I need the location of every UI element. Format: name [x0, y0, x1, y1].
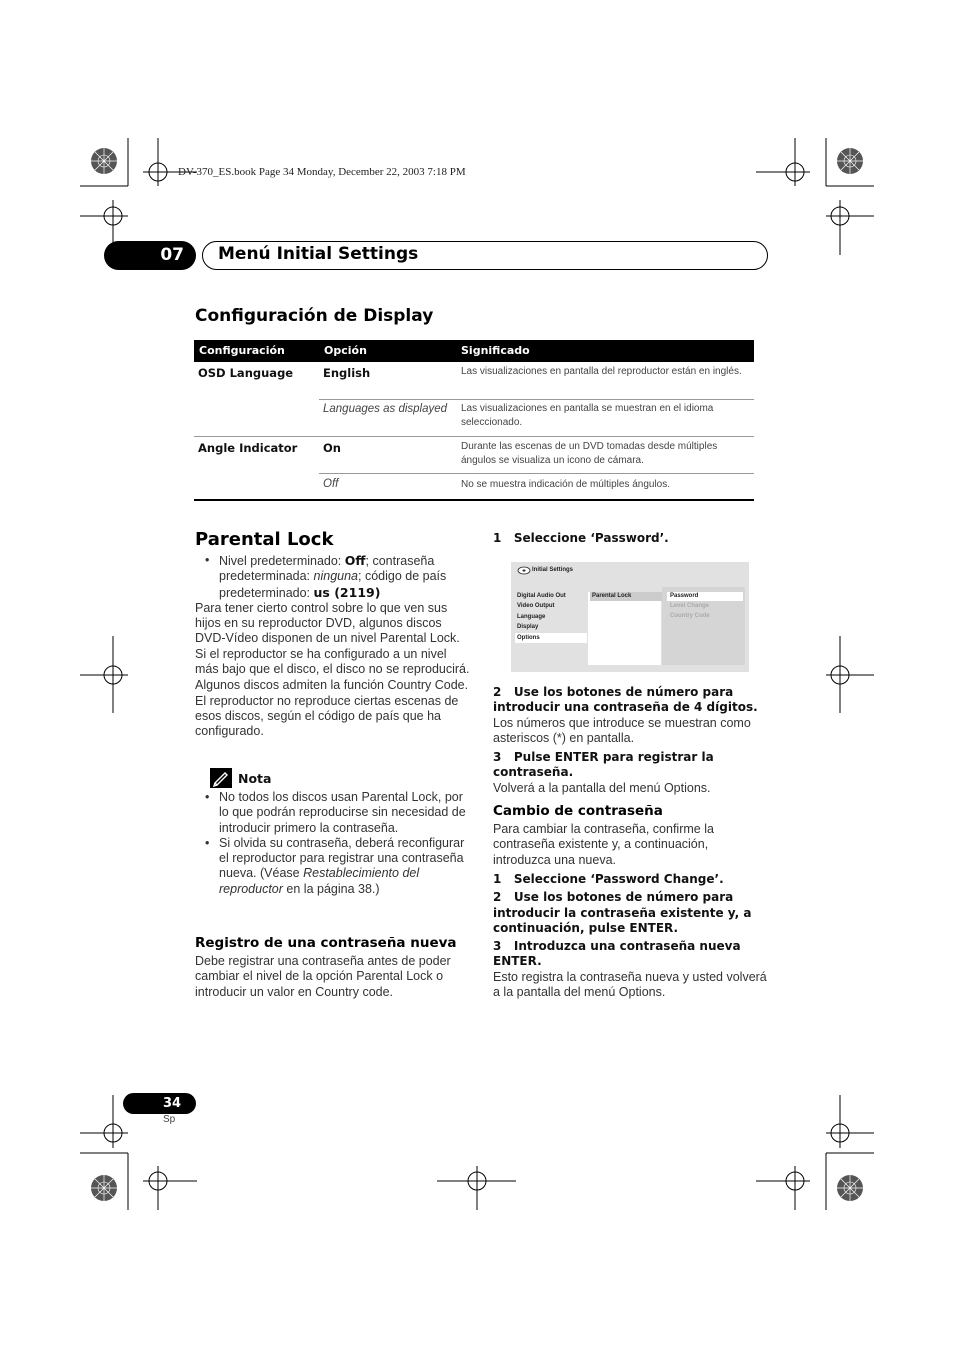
change-password-title: Cambio de contraseña [493, 803, 663, 820]
table-cell-option: English [323, 366, 371, 380]
table-cell-meaning: Las visualizaciones en pantalla se muestran en el idioma seleccionado. [461, 403, 714, 428]
step-press-enter-text: Volverá a la pantalla del menú Options. [493, 780, 711, 795]
disc-icon [517, 566, 531, 575]
chapter-number: 07 [104, 241, 196, 270]
col-header-setting: Configuración [199, 344, 285, 357]
step-press-enter: 3 Pulse ENTER para registrar la contraseña. [493, 750, 718, 780]
table-cell-meaning: Durante las escenas de un DVD tomadas desde múltiples ángulos se visualiza un icono de cámara. [461, 441, 718, 466]
menu-item-selected[interactable]: Options [515, 633, 587, 643]
step-enter-new-text: Esto registra la contraseña nueva y usted volverá a la pantalla del menú Options. [493, 969, 767, 1000]
table-header [194, 340, 754, 362]
note-item: • Si olvida su contraseña, deberá reconfigurar el reproductor para registrar una contraseña nueva. (Véase Restablecimiento del reproductor en la página 38.) [195, 836, 471, 897]
table-cell-setting: Angle Indicator [198, 441, 298, 455]
screen-middle-panel [588, 592, 661, 665]
step-enter-digits-text: Los números que introduce se muestran como asteriscos (*) en pantalla. [493, 715, 751, 745]
book-header-line: DV-370_ES.book Page 34 Monday, December 22, 2003 7:18 PM [178, 166, 466, 178]
parental-lock-title: Parental Lock [195, 529, 334, 550]
table-cell-setting: OSD Language [198, 366, 294, 380]
col-header-meaning: Significado [461, 344, 530, 357]
register-password-text: Debe registrar una contraseña antes de poder cambiar el nivel de la opción Parental Lock o introducir un valor en Country code. [195, 954, 451, 999]
menu-item[interactable]: Video Output [517, 603, 555, 610]
step-enter-digits: 2 Use los botones de número para introducir una contraseña de 4 dígitos. [493, 685, 758, 715]
step-enter-existing: 2 Use los botones de número para introducir la contraseña existente y, a continuación, pulse ENTER. [493, 890, 756, 935]
menu-item-parental-lock[interactable]: Parental Lock [590, 592, 662, 601]
right-column-steps [493, 685, 768, 1000]
note-list [195, 790, 471, 897]
note-title: Nota [238, 771, 272, 786]
screen-main-menu [515, 591, 587, 647]
col-header-option: Opción [324, 344, 367, 357]
menu-item[interactable]: Language [517, 613, 546, 620]
parental-left-column [195, 553, 471, 740]
screen-title: Initial Settings [532, 567, 574, 573]
default-settings-bullet: • Nivel predeterminado: Off; contraseña predeterminada: ninguna; código de país predeterminado: us (2119) [195, 553, 471, 601]
menu-item-level-change: Level Change [670, 603, 710, 609]
menu-item-password[interactable]: Password [667, 592, 743, 601]
page-number: 34 [123, 1093, 196, 1114]
table-cell-option: Languages as displayed [323, 403, 448, 415]
page-language: Sp [163, 1114, 176, 1125]
menu-item-country-code: Country Code [670, 613, 710, 619]
table-row-divider [194, 436, 754, 437]
table-bottom-rule [194, 499, 754, 501]
note-item: • No todos los discos usan Parental Lock, por lo que podrán reproducirse sin necesidad de introducir primero la contraseña. [195, 790, 471, 836]
table-cell-meaning: Las visualizaciones en pantalla del reproductor están en inglés. [461, 366, 742, 377]
chapter-title: Menú Initial Settings [218, 244, 419, 264]
register-password-title: Registro de una contraseña nueva [195, 935, 457, 951]
menu-item[interactable]: Digital Audio Out [517, 593, 566, 599]
note-pencil-icon [210, 768, 232, 788]
table-cell-option: Off [323, 478, 339, 490]
display-section-title: Configuración de Display [195, 306, 434, 326]
table-cell-option: On [323, 441, 341, 455]
parental-paragraph-1: Para tener cierto control sobre lo que ven sus hijos en su reproductor DVD, algunos discos DVD-Vídeo disponen de un nivel Parental Lock. Si el reproductor se ha configurado a un nivel más bajo que el disco, el disco no se reproducirá. [195, 600, 470, 677]
parental-paragraph-2: Algunos discos admiten la función Country Code. El reproductor no reproduce ciertas escenas de esos discos, según el código de país que ha configurado. [195, 678, 469, 739]
table-row-divider [319, 473, 754, 474]
initial-settings-screen [511, 562, 749, 672]
table-cell-meaning: No se muestra indicación de múltiples ángulos. [461, 479, 670, 490]
step-enter-new: 3 Introduzca una contraseña nueva ENTER. [493, 939, 745, 969]
table-row-divider [319, 399, 754, 400]
change-password-text: Para cambiar la contraseña, confirme la contraseña existente y, a continuación, introduzca una nueva. [493, 822, 714, 867]
menu-item[interactable]: Display [517, 624, 539, 631]
step-select-password: 1 Seleccione ‘Password’. [493, 531, 669, 545]
step-select-password-change: 1 Seleccione ‘Password Change’. [493, 871, 724, 886]
